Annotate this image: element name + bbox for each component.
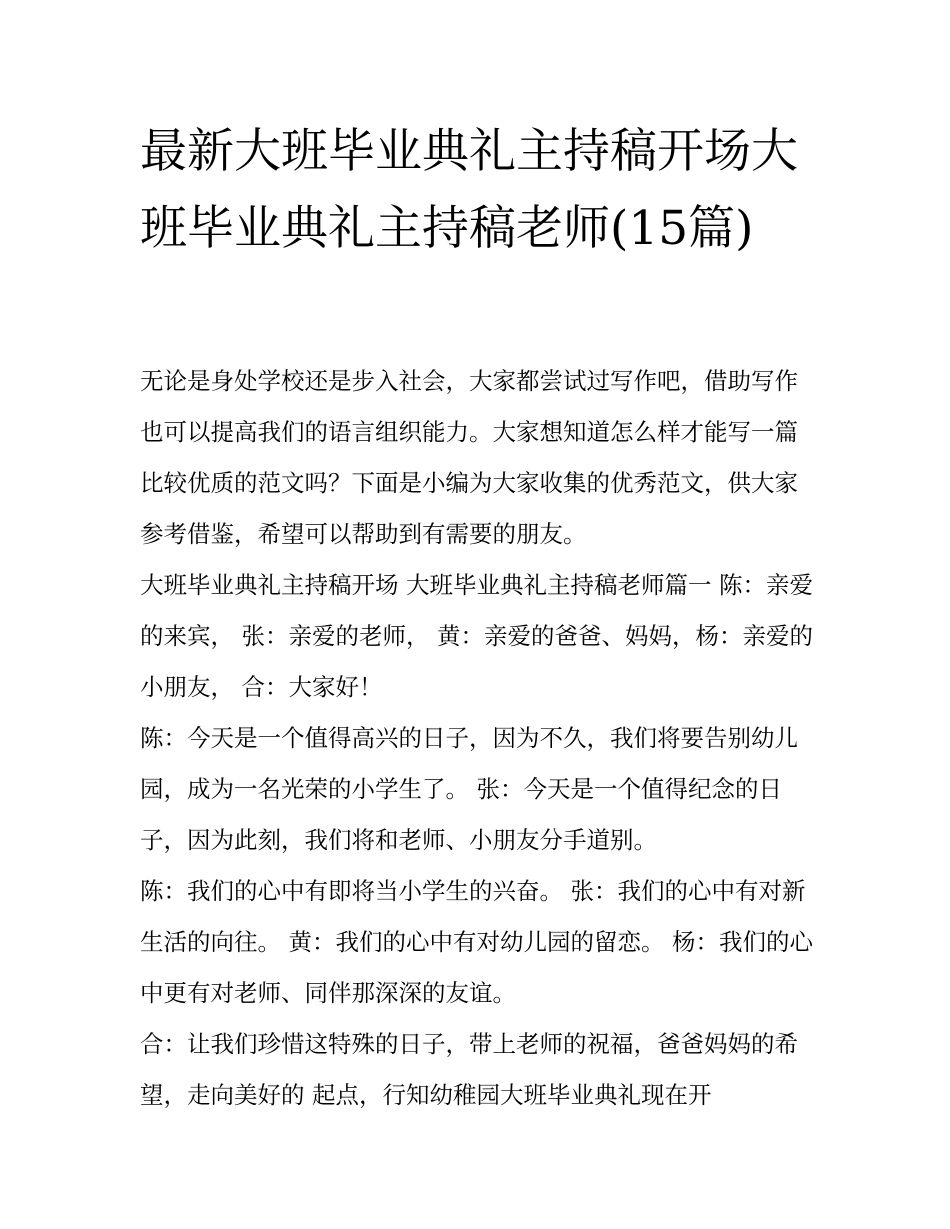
document-body: [140, 356, 820, 1121]
greeting-paragraph: 大班毕业典礼主持稿开场 大班毕业典礼主持稿老师篇一 陈：亲爱的来宾， 张：亲爱的老师， 黄：亲爱的爸爸、妈妈，杨：亲爱的小朋友， 合：大家好！: [140, 571, 813, 701]
intro-paragraph: 无论是身处学校还是步入社会，大家都尝试过写作吧，借助写作也可以提高我们的语言组织能力。大家想知道怎么样才能写一篇比较优质的范文吗？下面是小编为大家收集的优秀范文，供大家参考借鉴，希望可以帮助到有需要的朋友。: [140, 367, 798, 548]
document-title: 最新大班毕业典礼主持稿开场大班毕业典礼主持稿老师(15篇): [140, 124, 798, 256]
feelings-paragraph: 陈：我们的心中有即将当小学生的兴奋。 张：我们的心中有对新生活的向往。 黄：我们的心中有对幼儿园的留恋。 杨：我们的心中更有对老师、同伴那深深的友谊。: [140, 877, 813, 1007]
closing-paragraph: 合：让我们珍惜这特殊的日子，带上老师的祝福，爸爸妈妈的希望，走向美好的 起点，行知幼稚园大班毕业典礼现在开: [140, 1030, 798, 1109]
opening-paragraph: 陈：今天是一个值得高兴的日子，因为不久，我们将要告别幼儿园，成为一名光荣的小学生了。 张：今天是一个值得纪念的日子，因为此刻，我们将和老师、小朋友分手道别。: [140, 724, 798, 854]
